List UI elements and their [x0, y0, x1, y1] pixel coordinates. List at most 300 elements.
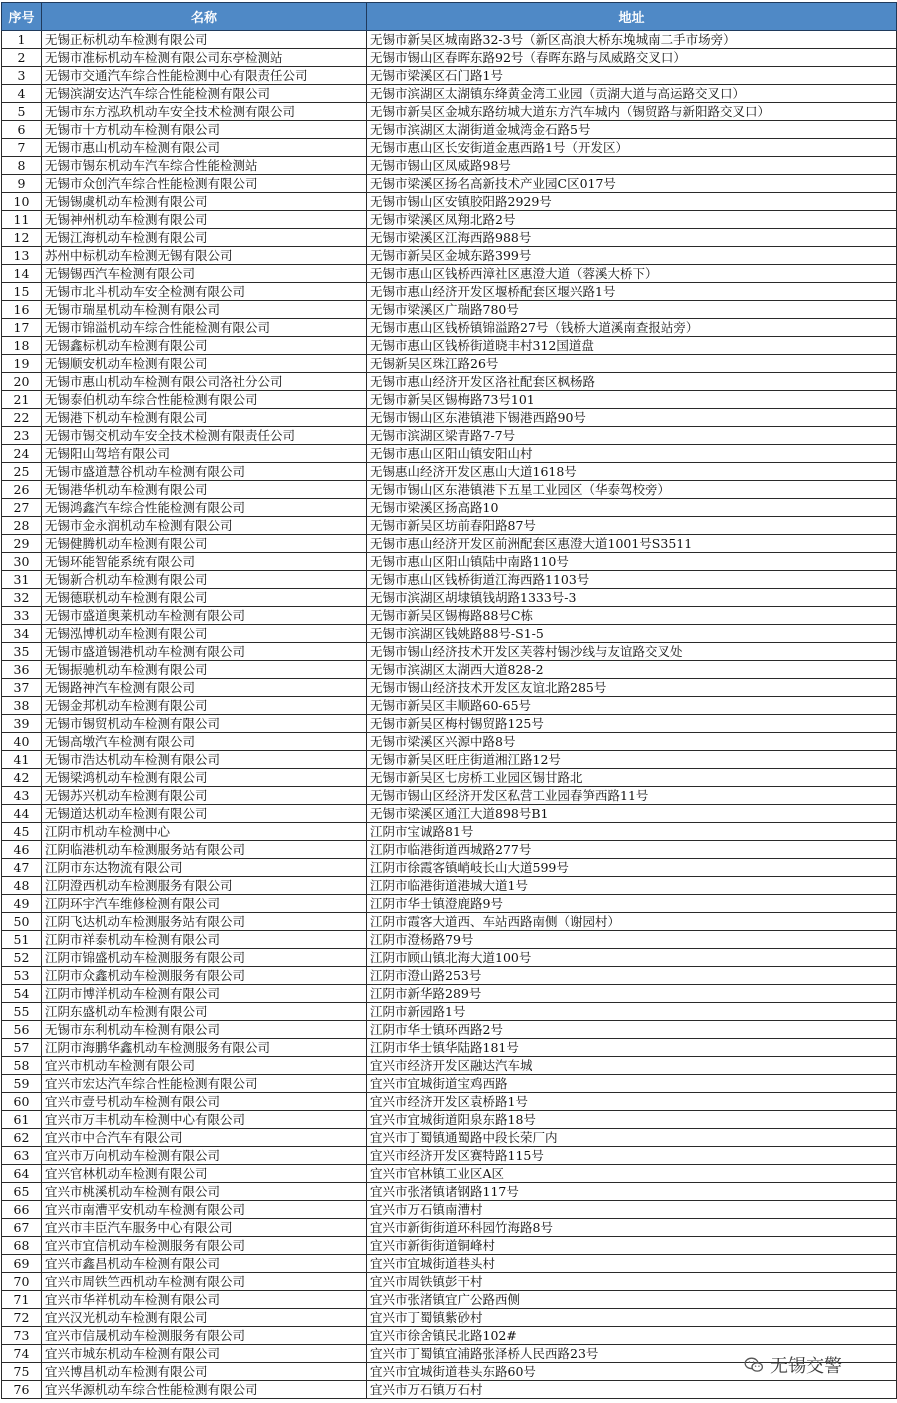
header-address: 地址 — [367, 3, 897, 31]
table-row — [2, 517, 897, 535]
table-row — [2, 553, 897, 571]
station-address: 无锡市惠山区钱桥西漳社区惠澄大道（蓉溪大桥下） — [367, 265, 897, 283]
station-address: 无锡市滨湖区太湖镇东绛黄金湾工业园（贡湖大道与高运路交叉口） — [367, 85, 897, 103]
row-index: 45 — [2, 823, 42, 841]
table-row — [2, 247, 897, 265]
row-index: 76 — [2, 1381, 42, 1399]
table-row — [2, 1021, 897, 1039]
header-row — [2, 3, 897, 31]
station-address: 宜兴市丁蜀镇通蜀路中段长荣厂内 — [367, 1129, 897, 1147]
row-index: 44 — [2, 805, 42, 823]
station-name: 江阴东盛机动车检测有限公司 — [42, 1003, 367, 1021]
table-row — [2, 103, 897, 121]
station-address: 无锡惠山经济开发区惠山大道1618号 — [367, 463, 897, 481]
row-index: 60 — [2, 1093, 42, 1111]
table-row — [2, 589, 897, 607]
inspection-station-table — [1, 2, 897, 1399]
station-name: 无锡苏兴机动车检测有限公司 — [42, 787, 367, 805]
station-address: 江阴市徐霞客镇峭岐长山大道599号 — [367, 859, 897, 877]
station-name: 宜兴官林机动车检测有限公司 — [42, 1165, 367, 1183]
station-name: 江阴市锦盛机动车检测服务有限公司 — [42, 949, 367, 967]
table-row — [2, 913, 897, 931]
station-name: 江阴澄西机动车检测服务有限公司 — [42, 877, 367, 895]
station-name: 宜兴市南漕平安机动车检测有限公司 — [42, 1201, 367, 1219]
station-name: 无锡市锡交机动车安全技术检测有限责任公司 — [42, 427, 367, 445]
table-row — [2, 427, 897, 445]
station-address: 宜兴市宜城街道宝鸡西路 — [367, 1075, 897, 1093]
station-name: 无锡梁鸿机动车检测有限公司 — [42, 769, 367, 787]
table-row — [2, 1219, 897, 1237]
watermark-text: 无锡交警 — [770, 1356, 842, 1377]
row-index: 36 — [2, 661, 42, 679]
table-row — [2, 355, 897, 373]
station-address: 无锡市锡山区东港镇港下锡港西路90号 — [367, 409, 897, 427]
row-index: 24 — [2, 445, 42, 463]
station-name: 江阴环宇汽车维修检测有限公司 — [42, 895, 367, 913]
row-index: 50 — [2, 913, 42, 931]
table-row — [2, 895, 897, 913]
station-name: 无锡路神汽车检测有限公司 — [42, 679, 367, 697]
wechat-icon — [744, 1357, 764, 1373]
station-address: 无锡市锡山区春晖东路92号（春晖东路与凤威路交叉口） — [367, 49, 897, 67]
station-name: 无锡市东利机动车检测有限公司 — [42, 1021, 367, 1039]
row-index: 67 — [2, 1219, 42, 1237]
table-row — [2, 157, 897, 175]
row-index: 12 — [2, 229, 42, 247]
station-address: 无锡市新吴区锡梅路88号C栋 — [367, 607, 897, 625]
row-index: 20 — [2, 373, 42, 391]
table-row — [2, 481, 897, 499]
table-row — [2, 1147, 897, 1165]
row-index: 40 — [2, 733, 42, 751]
row-index: 2 — [2, 49, 42, 67]
row-index: 39 — [2, 715, 42, 733]
row-index: 74 — [2, 1345, 42, 1363]
table-row — [2, 373, 897, 391]
table-row — [2, 211, 897, 229]
row-index: 72 — [2, 1309, 42, 1327]
row-index: 15 — [2, 283, 42, 301]
table-row — [2, 1273, 897, 1291]
station-address: 江阴市澄杨路79号 — [367, 931, 897, 949]
table-row — [2, 391, 897, 409]
station-name: 无锡市锡贸机动车检测有限公司 — [42, 715, 367, 733]
table-row — [2, 139, 897, 157]
table-row — [2, 805, 897, 823]
station-address: 无锡市滨湖区太湖街道金城湾金石路5号 — [367, 121, 897, 139]
table-row — [2, 499, 897, 517]
station-address: 无锡市滨湖区胡埭镇钱胡路1333号-3 — [367, 589, 897, 607]
station-address: 宜兴市官林镇工业区A区 — [367, 1165, 897, 1183]
station-address: 江阴市临港街道港城大道1号 — [367, 877, 897, 895]
row-index: 46 — [2, 841, 42, 859]
station-name: 无锡市瑞星机动车检测有限公司 — [42, 301, 367, 319]
station-name: 无锡市金永润机动车检测有限公司 — [42, 517, 367, 535]
table-row — [2, 931, 897, 949]
station-address: 宜兴市新街街道铜峰村 — [367, 1237, 897, 1255]
table-row — [2, 877, 897, 895]
station-address: 江阴市新园路1号 — [367, 1003, 897, 1021]
row-index: 64 — [2, 1165, 42, 1183]
station-address: 江阴市澄山路253号 — [367, 967, 897, 985]
station-address: 无锡市新吴区七房桥工业园区锡甘路北 — [367, 769, 897, 787]
table-row — [2, 1057, 897, 1075]
table-row — [2, 985, 897, 1003]
row-index: 7 — [2, 139, 42, 157]
table-row — [2, 697, 897, 715]
station-address: 无锡市新吴区锡梅路73号101 — [367, 391, 897, 409]
table-row — [2, 661, 897, 679]
station-name: 宜兴市万向机动车检测有限公司 — [42, 1147, 367, 1165]
station-name: 无锡市浩达机动车检测有限公司 — [42, 751, 367, 769]
station-name: 无锡市盛道锡港机动车检测有限公司 — [42, 643, 367, 661]
station-name: 宜兴市鑫昌机动车检测有限公司 — [42, 1255, 367, 1273]
table-row — [2, 967, 897, 985]
station-address: 江阴市霞客大道西、车站西路南侧（谢园村） — [367, 913, 897, 931]
table-row — [2, 643, 897, 661]
station-name: 宜兴市中合汽车有限公司 — [42, 1129, 367, 1147]
station-name: 江阴飞达机动车检测服务站有限公司 — [42, 913, 367, 931]
station-name: 无锡港华机动车检测有限公司 — [42, 481, 367, 499]
table-row — [2, 787, 897, 805]
station-name: 无锡高墩汽车检测有限公司 — [42, 733, 367, 751]
row-index: 47 — [2, 859, 42, 877]
row-index: 5 — [2, 103, 42, 121]
row-index: 61 — [2, 1111, 42, 1129]
table-row — [2, 1183, 897, 1201]
row-index: 25 — [2, 463, 42, 481]
row-index: 57 — [2, 1039, 42, 1057]
station-name: 江阴市众鑫机动车检测服务有限公司 — [42, 967, 367, 985]
station-address: 无锡市梁溪区石门路1号 — [367, 67, 897, 85]
row-index: 55 — [2, 1003, 42, 1021]
table-row — [2, 463, 897, 481]
row-index: 70 — [2, 1273, 42, 1291]
station-name: 无锡环能智能系统有限公司 — [42, 553, 367, 571]
table-row — [2, 193, 897, 211]
row-index: 35 — [2, 643, 42, 661]
station-address: 无锡市滨湖区梁青路7-7号 — [367, 427, 897, 445]
table-row — [2, 49, 897, 67]
row-index: 38 — [2, 697, 42, 715]
row-index: 31 — [2, 571, 42, 589]
station-name: 宜兴市宏达汽车综合性能检测有限公司 — [42, 1075, 367, 1093]
row-index: 48 — [2, 877, 42, 895]
table-row — [2, 859, 897, 877]
table-row — [2, 751, 897, 769]
table-row — [2, 85, 897, 103]
station-name: 宜兴博昌机动车检测有限公司 — [42, 1363, 367, 1381]
row-index: 13 — [2, 247, 42, 265]
station-address: 无锡市惠山区长安街道金惠西路1号（开发区） — [367, 139, 897, 157]
row-index: 53 — [2, 967, 42, 985]
row-index: 33 — [2, 607, 42, 625]
station-name: 无锡江海机动车检测有限公司 — [42, 229, 367, 247]
row-index: 30 — [2, 553, 42, 571]
station-address: 无锡市梁溪区通江大道898号B1 — [367, 805, 897, 823]
header-name: 名称 — [42, 3, 367, 31]
table-row — [2, 67, 897, 85]
row-index: 56 — [2, 1021, 42, 1039]
station-name: 宜兴市周铁竺西机动车检测有限公司 — [42, 1273, 367, 1291]
table-row — [2, 1237, 897, 1255]
row-index: 71 — [2, 1291, 42, 1309]
station-address: 江阴市临港街道西城路277号 — [367, 841, 897, 859]
station-address: 无锡市梁溪区江海西路988号 — [367, 229, 897, 247]
row-index: 51 — [2, 931, 42, 949]
station-address: 宜兴市万石镇万石村 — [367, 1381, 897, 1399]
table-row — [2, 625, 897, 643]
row-index: 42 — [2, 769, 42, 787]
row-index: 37 — [2, 679, 42, 697]
row-index: 75 — [2, 1363, 42, 1381]
station-address: 江阴市华士镇澄鹿路9号 — [367, 895, 897, 913]
table-row — [2, 679, 897, 697]
row-index: 73 — [2, 1327, 42, 1345]
station-name: 宜兴华源机动车综合性能检测有限公司 — [42, 1381, 367, 1399]
station-address: 江阴市宝诚路81号 — [367, 823, 897, 841]
station-address: 江阴市顾山镇北海大道100号 — [367, 949, 897, 967]
row-index: 1 — [2, 31, 42, 49]
station-address: 无锡市新吴区城南路32-3号（新区高浪大桥东堍城南二手市场旁） — [367, 31, 897, 49]
station-address: 无锡市惠山区钱桥街道江海西路1103号 — [367, 571, 897, 589]
station-name: 无锡正标机动车检测有限公司 — [42, 31, 367, 49]
row-index: 28 — [2, 517, 42, 535]
station-address: 无锡市锡山经济技术开发区芙蓉村锡沙线与友谊路交叉处 — [367, 643, 897, 661]
station-address: 宜兴市经济开发区赛特路115号 — [367, 1147, 897, 1165]
row-index: 6 — [2, 121, 42, 139]
table-row — [2, 769, 897, 787]
station-name: 宜兴市桃溪机动车检测有限公司 — [42, 1183, 367, 1201]
table-row — [2, 1255, 897, 1273]
station-address: 无锡市惠山经济开发区堰桥配套区堰兴路1号 — [367, 283, 897, 301]
station-address: 宜兴市经济开发区融达汽车城 — [367, 1057, 897, 1075]
row-index: 59 — [2, 1075, 42, 1093]
station-name: 无锡道达机动车检测有限公司 — [42, 805, 367, 823]
station-name: 宜兴市丰臣汽车服务中心有限公司 — [42, 1219, 367, 1237]
station-address: 无锡市新吴区金城东路399号 — [367, 247, 897, 265]
station-name: 无锡锡西汽车检测有限公司 — [42, 265, 367, 283]
station-address: 宜兴市徐舍镇民北路102# — [367, 1327, 897, 1345]
row-index: 16 — [2, 301, 42, 319]
station-name: 宜兴市壹号机动车检测有限公司 — [42, 1093, 367, 1111]
station-name: 苏州中标机动车检测无锡有限公司 — [42, 247, 367, 265]
station-name: 无锡神州机动车检测有限公司 — [42, 211, 367, 229]
table-row — [2, 1381, 897, 1399]
table-row — [2, 229, 897, 247]
station-address: 江阴市华士镇环西路2号 — [367, 1021, 897, 1039]
watermark — [744, 1350, 894, 1380]
row-index: 54 — [2, 985, 42, 1003]
station-name: 江阴市海鹏华鑫机动车检测服务有限公司 — [42, 1039, 367, 1057]
station-address: 宜兴市丁蜀镇紫砂村 — [367, 1309, 897, 1327]
station-name: 无锡振驰机动车检测有限公司 — [42, 661, 367, 679]
row-index: 32 — [2, 589, 42, 607]
table-row — [2, 949, 897, 967]
row-index: 41 — [2, 751, 42, 769]
table-row — [2, 607, 897, 625]
station-address: 江阴市新华路289号 — [367, 985, 897, 1003]
station-address: 无锡市惠山区钱桥街道晓丰村312国道盘 — [367, 337, 897, 355]
table-row — [2, 1309, 897, 1327]
row-index: 43 — [2, 787, 42, 805]
table-row — [2, 121, 897, 139]
row-index: 10 — [2, 193, 42, 211]
station-address: 无锡市新吴区坊前春阳路87号 — [367, 517, 897, 535]
row-index: 66 — [2, 1201, 42, 1219]
station-name: 江阴市东达物流有限公司 — [42, 859, 367, 877]
row-index: 27 — [2, 499, 42, 517]
station-name: 无锡鸿鑫汽车综合性能检测有限公司 — [42, 499, 367, 517]
station-name: 无锡健腾机动车检测有限公司 — [42, 535, 367, 553]
row-index: 14 — [2, 265, 42, 283]
station-address: 无锡市锡山区安镇胶阳路2929号 — [367, 193, 897, 211]
table-row — [2, 1093, 897, 1111]
station-name: 无锡市十方机动车检测有限公司 — [42, 121, 367, 139]
table-row — [2, 1039, 897, 1057]
station-name: 无锡市锦溢机动车综合性能检测有限公司 — [42, 319, 367, 337]
station-address: 宜兴市张渚镇诸钢路117号 — [367, 1183, 897, 1201]
station-address: 宜兴市宜城街道巷头村 — [367, 1255, 897, 1273]
station-address: 无锡市惠山经济开发区洛社配套区枫杨路 — [367, 373, 897, 391]
station-name: 无锡市盛道奥莱机动车检测有限公司 — [42, 607, 367, 625]
table-row — [2, 445, 897, 463]
row-index: 3 — [2, 67, 42, 85]
table-row — [2, 823, 897, 841]
station-name: 无锡市众创汽车综合性能检测有限公司 — [42, 175, 367, 193]
station-address: 无锡市新吴区金城东路纺城大道东方汽车城内（锡贸路与新阳路交叉口） — [367, 103, 897, 121]
table-row — [2, 1291, 897, 1309]
table-row — [2, 337, 897, 355]
station-name: 宜兴汉光机动车检测有限公司 — [42, 1309, 367, 1327]
table-row — [2, 571, 897, 589]
station-name: 宜兴市宜信机动车检测服务有限公司 — [42, 1237, 367, 1255]
station-name: 宜兴市城东机动车检测有限公司 — [42, 1345, 367, 1363]
station-address: 无锡市梁溪区扬高路10 — [367, 499, 897, 517]
table-body — [2, 31, 897, 1399]
station-name: 无锡泰伯机动车综合性能检测有限公司 — [42, 391, 367, 409]
station-name: 无锡德联机动车检测有限公司 — [42, 589, 367, 607]
station-address: 宜兴市经济开发区袁桥路1号 — [367, 1093, 897, 1111]
station-address: 宜兴市丁蜀镇宜浦路张泽桥人民西路23号 — [367, 1345, 897, 1363]
table-row — [2, 1003, 897, 1021]
station-name: 江阴市博洋机动车检测有限公司 — [42, 985, 367, 1003]
header-index: 序号 — [2, 3, 42, 31]
station-address: 无锡市滨湖区钱姚路88号-S1-5 — [367, 625, 897, 643]
station-name: 无锡市盛道慧谷机动车检测有限公司 — [42, 463, 367, 481]
table-row — [2, 283, 897, 301]
table-row — [2, 841, 897, 859]
station-address: 宜兴市周铁镇彭干村 — [367, 1273, 897, 1291]
station-name: 无锡港下机动车检测有限公司 — [42, 409, 367, 427]
station-address: 无锡市锡山区经济开发区私营工业园春笋西路11号 — [367, 787, 897, 805]
table-row — [2, 1111, 897, 1129]
table-row — [2, 265, 897, 283]
table-row — [2, 1327, 897, 1345]
row-index: 62 — [2, 1129, 42, 1147]
station-address: 宜兴市张渚镇宜广公路西侧 — [367, 1291, 897, 1309]
station-address: 无锡市锡山区凤威路98号 — [367, 157, 897, 175]
station-name: 无锡金邦机动车检测有限公司 — [42, 697, 367, 715]
station-name: 无锡市东方泓玖机动车安全技术检测有限公司 — [42, 103, 367, 121]
row-index: 26 — [2, 481, 42, 499]
station-address: 无锡市惠山经济开发区前洲配套区惠澄大道1001号S3511 — [367, 535, 897, 553]
row-index: 4 — [2, 85, 42, 103]
station-name: 宜兴市机动车检测有限公司 — [42, 1057, 367, 1075]
row-index: 68 — [2, 1237, 42, 1255]
row-index: 19 — [2, 355, 42, 373]
row-index: 63 — [2, 1147, 42, 1165]
station-address: 无锡市梁溪区凤翔北路2号 — [367, 211, 897, 229]
station-name: 无锡新合机动车检测有限公司 — [42, 571, 367, 589]
row-index: 11 — [2, 211, 42, 229]
table-row — [2, 175, 897, 193]
station-address: 无锡市新吴区梅村锡贸路125号 — [367, 715, 897, 733]
station-address: 宜兴市新街街道环科园竹海路8号 — [367, 1219, 897, 1237]
table-row — [2, 409, 897, 427]
row-index: 58 — [2, 1057, 42, 1075]
station-address: 江阴市华士镇华陆路181号 — [367, 1039, 897, 1057]
station-address: 无锡新吴区珠江路26号 — [367, 355, 897, 373]
station-name: 无锡市交通汽车综合性能检测中心有限责任公司 — [42, 67, 367, 85]
station-name: 无锡市准标机动车检测有限公司东亭检测站 — [42, 49, 367, 67]
station-address: 无锡市锡山区东港镇港下五星工业园区（华泰驾校旁） — [367, 481, 897, 499]
station-name: 无锡滨湖安达汽车综合性能检测有限公司 — [42, 85, 367, 103]
row-index: 69 — [2, 1255, 42, 1273]
station-name: 无锡泓博机动车检测有限公司 — [42, 625, 367, 643]
row-index: 18 — [2, 337, 42, 355]
station-address: 无锡市新吴区旺庄街道湘江路12号 — [367, 751, 897, 769]
row-index: 52 — [2, 949, 42, 967]
station-address: 无锡市梁溪区兴源中路8号 — [367, 733, 897, 751]
row-index: 21 — [2, 391, 42, 409]
station-address: 无锡市惠山区阳山镇安阳山村 — [367, 445, 897, 463]
table-row — [2, 301, 897, 319]
table-row — [2, 319, 897, 337]
station-name: 江阴临港机动车检测服务站有限公司 — [42, 841, 367, 859]
row-index: 8 — [2, 157, 42, 175]
station-address: 无锡市新吴区丰顺路60-65号 — [367, 697, 897, 715]
station-address: 宜兴市宜城街道阳泉东路18号 — [367, 1111, 897, 1129]
row-index: 17 — [2, 319, 42, 337]
table-row — [2, 31, 897, 49]
table-row — [2, 1129, 897, 1147]
station-name: 江阴市机动车检测中心 — [42, 823, 367, 841]
station-name: 江阴市祥泰机动车检测有限公司 — [42, 931, 367, 949]
station-address: 无锡市梁溪区扬名高新技术产业园C区017号 — [367, 175, 897, 193]
station-name: 无锡市惠山机动车检测有限公司 — [42, 139, 367, 157]
station-name: 无锡锡虞机动车检测有限公司 — [42, 193, 367, 211]
station-address: 无锡市滨湖区太湖西大道828-2 — [367, 661, 897, 679]
table-row — [2, 1201, 897, 1219]
station-name: 无锡市北斗机动车安全检测有限公司 — [42, 283, 367, 301]
station-name: 宜兴市信晟机动车检测服务有限公司 — [42, 1327, 367, 1345]
table-row — [2, 733, 897, 751]
station-address: 无锡市梁溪区广瑞路780号 — [367, 301, 897, 319]
station-name: 宜兴市华祥机动车检测有限公司 — [42, 1291, 367, 1309]
station-name: 无锡顺安机动车检测有限公司 — [42, 355, 367, 373]
row-index: 65 — [2, 1183, 42, 1201]
station-address: 无锡市惠山区阳山镇陆中南路110号 — [367, 553, 897, 571]
station-address: 宜兴市万石镇南漕村 — [367, 1201, 897, 1219]
table-row — [2, 1075, 897, 1093]
station-name: 无锡阳山驾培有限公司 — [42, 445, 367, 463]
row-index: 34 — [2, 625, 42, 643]
table-row — [2, 535, 897, 553]
table-row — [2, 715, 897, 733]
row-index: 23 — [2, 427, 42, 445]
row-index: 29 — [2, 535, 42, 553]
